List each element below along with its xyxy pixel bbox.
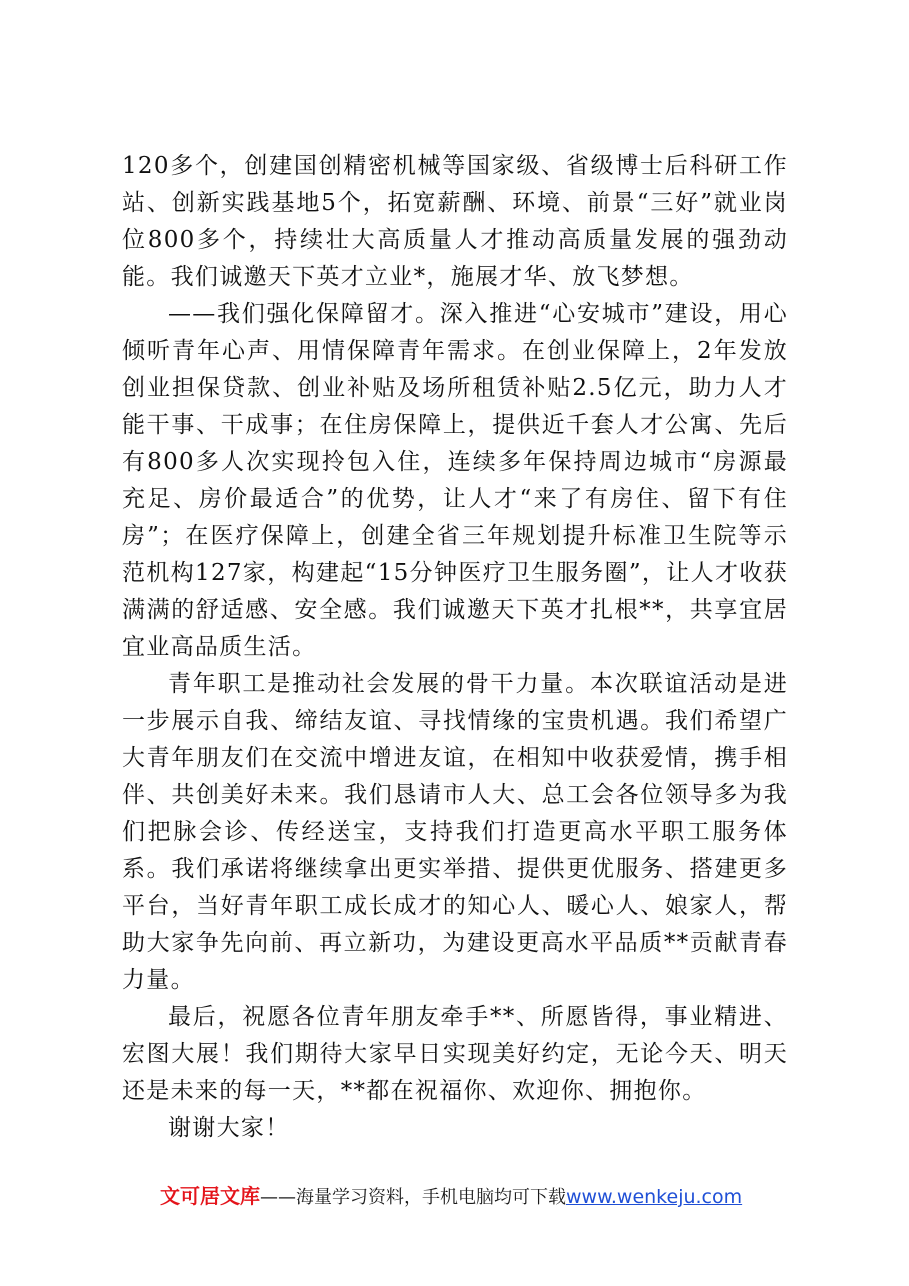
document-body [122,148,788,1147]
footer-brand: 文可居文库 [160,1184,260,1208]
footer-tagline: ——海量学习资料，手机电脑均可下载 [260,1187,566,1208]
paragraph-5: 谢谢大家！ [168,1115,290,1141]
footer-banner [160,1182,800,1210]
paragraph-4: 最后，祝愿各位青年朋友牵手**、所愿皆得，事业精进、宏图大展！我们期待大家早日实现美好约定，无论今天、明天还是未来的每一天，**都在祝福你、欢迎你、拥抱你。 [122,1004,788,1104]
footer-site-link[interactable]: www.wenkeju.com [566,1186,743,1208]
paragraph-3: 青年职工是推动社会发展的骨干力量。本次联谊活动是进一步展示自我、缔结友谊、寻找情缘的宝贵机遇。我们希望广大青年朋友们在交流中增进友谊，在相知中收获爱情，携手相伴、共创美好未来。我们恳请市人大、总工会各位领导多为我们把脉会诊、传经送宝，支持我们打造更高水平职工服务体系。我们承诺将继续拿出更实举措、提供更优服务、搭建更多平台，当好青年职工成长成才的知心人、暖心人、娘家人，帮助大家争先向前、再立新功，为建设更高水平品质**贡献青春力量。 [122,671,788,993]
paragraph-1: 120多个，创建国创精密机械等国家级、省级博士后科研工作站、创新实践基地5个，拓宽薪酬、环境、前景“三好”就业岗位800多个，持续壮大高质量人才推动高质量发展的强劲动能。我们诚邀天下英才立业*，施展才华、放飞梦想。 [122,153,788,290]
paragraph-2: ——我们强化保障留才。深入推进“心安城市”建设，用心倾听青年心声、用情保障青年需求。在创业保障上，2年发放创业担保贷款、创业补贴及场所租赁补贴2.5亿元，助力人才能干事、干成事；在住房保障上，提供近千套人才公寓、先后有800多人次实现拎包入住，连续多年保持周边城市“房源最充足、房价最适合”的优势，让人才“来了有房住、留下有住房”；在医疗保障上，创建全省三年规划提升标准卫生院等示范机构127家，构建起“15分钟医疗卫生服务圈”，让人才收获满满的舒适感、安全感。我们诚邀天下英才扎根**，共享宜居宜业高品质生活。 [122,301,788,660]
